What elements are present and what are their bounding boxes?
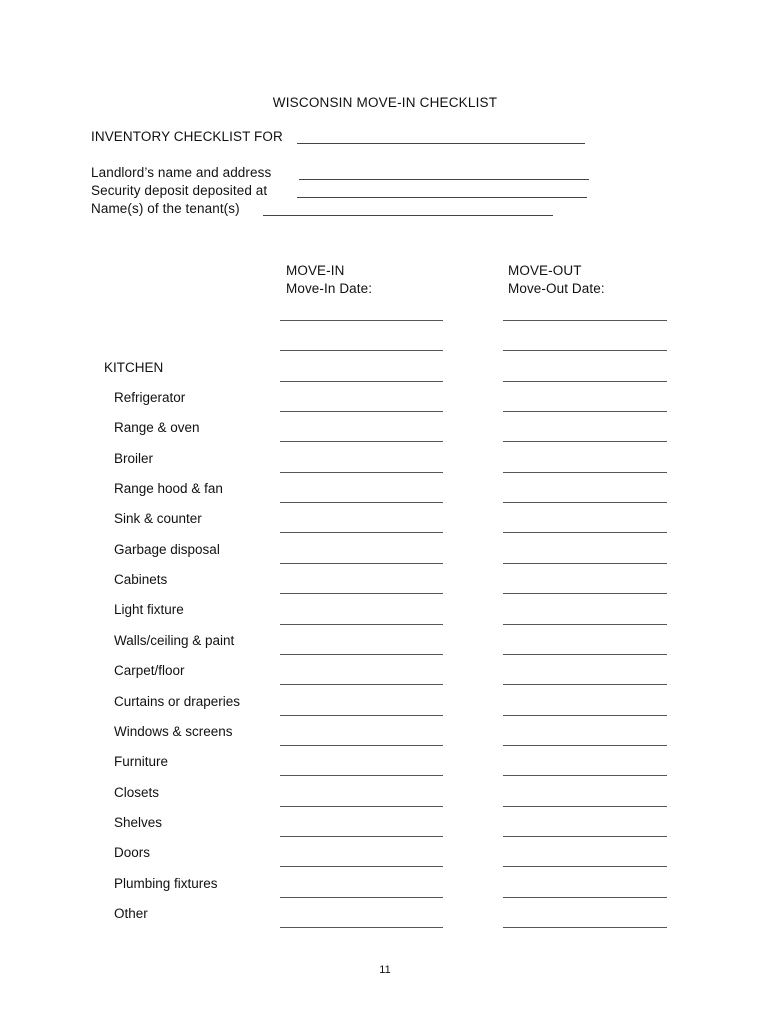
section-heading-kitchen: KITCHEN [104, 360, 164, 375]
move-out-entry-line[interactable] [503, 502, 667, 503]
move-in-entry-line[interactable] [280, 806, 443, 807]
move-in-entry-line[interactable] [280, 472, 443, 473]
move-out-entry-line[interactable] [503, 836, 667, 837]
move-in-entry-line[interactable] [280, 836, 443, 837]
move-out-entry-line[interactable] [503, 654, 667, 655]
move-in-entry-line[interactable] [280, 320, 443, 321]
kitchen-item-label: Cabinets [114, 572, 168, 587]
move-in-entry-line[interactable] [280, 350, 443, 351]
move-in-entry-line[interactable] [280, 502, 443, 503]
move-in-date-label: Move-In Date: [286, 281, 373, 296]
kitchen-item-label: Doors [114, 845, 151, 860]
move-out-date-label: Move-Out Date: [508, 281, 605, 296]
move-out-entry-line[interactable] [503, 472, 667, 473]
move-out-entry-line[interactable] [503, 532, 667, 533]
security-deposit-label: Security deposit deposited at [91, 183, 268, 198]
kitchen-item-label: Range hood & fan [114, 481, 223, 496]
kitchen-item-label: Sink & counter [114, 511, 202, 526]
move-out-entry-line[interactable] [503, 320, 667, 321]
kitchen-item-label: Broiler [114, 451, 154, 466]
move-in-entry-line[interactable] [280, 563, 443, 564]
move-out-entry-line[interactable] [503, 866, 667, 867]
move-in-entry-line[interactable] [280, 654, 443, 655]
move-out-entry-line[interactable] [503, 563, 667, 564]
kitchen-item-label: Shelves [114, 815, 163, 830]
security-deposit-blank[interactable] [297, 197, 587, 198]
landlord-name-label: Landlord’s name and address [91, 165, 272, 180]
move-out-entry-line[interactable] [503, 411, 667, 412]
move-in-entry-line[interactable] [280, 593, 443, 594]
tenant-names-blank[interactable] [263, 215, 553, 216]
inventory-checklist-label: INVENTORY CHECKLIST FOR [91, 129, 283, 144]
kitchen-item-label: Closets [114, 785, 160, 800]
kitchen-item-label: Range & oven [114, 420, 200, 435]
move-in-entry-line[interactable] [280, 866, 443, 867]
move-out-entry-line[interactable] [503, 775, 667, 776]
move-in-entry-line[interactable] [280, 684, 443, 685]
move-out-entry-line[interactable] [503, 624, 667, 625]
move-out-entry-line[interactable] [503, 441, 667, 442]
kitchen-item-label: Carpet/floor [114, 663, 185, 678]
page-number: 11 [379, 964, 391, 976]
move-in-entry-line[interactable] [280, 441, 443, 442]
kitchen-item-label: Other [114, 906, 148, 921]
tenant-names-label: Name(s) of the tenant(s) [91, 201, 240, 216]
move-out-entry-line[interactable] [503, 897, 667, 898]
move-out-entry-line[interactable] [503, 806, 667, 807]
move-out-entry-line[interactable] [503, 593, 667, 594]
move-in-entry-line[interactable] [280, 775, 443, 776]
move-in-entry-line[interactable] [280, 927, 443, 928]
kitchen-item-label: Plumbing fixtures [114, 876, 218, 891]
move-out-entry-line[interactable] [503, 350, 667, 351]
move-in-heading: MOVE-IN [286, 263, 345, 278]
move-out-entry-line[interactable] [503, 715, 667, 716]
kitchen-item-label: Walls/ceiling & paint [114, 633, 235, 648]
move-out-entry-line[interactable] [503, 927, 667, 928]
move-in-entry-line[interactable] [280, 411, 443, 412]
landlord-name-blank[interactable] [299, 179, 589, 180]
inventory-checklist-blank[interactable] [297, 143, 585, 144]
kitchen-item-label: Windows & screens [114, 724, 233, 739]
kitchen-item-label: Garbage disposal [114, 542, 220, 557]
kitchen-item-label: Refrigerator [114, 390, 186, 405]
move-in-entry-line[interactable] [280, 624, 443, 625]
kitchen-item-label: Furniture [114, 754, 169, 769]
move-in-entry-line[interactable] [280, 897, 443, 898]
move-out-entry-line[interactable] [503, 381, 667, 382]
kitchen-item-label: Curtains or draperies [114, 694, 241, 709]
move-in-entry-line[interactable] [280, 532, 443, 533]
move-out-entry-line[interactable] [503, 745, 667, 746]
kitchen-item-label: Light fixture [114, 602, 184, 617]
page-title: WISCONSIN MOVE-IN CHECKLIST [272, 95, 498, 110]
move-out-entry-line[interactable] [503, 684, 667, 685]
move-in-entry-line[interactable] [280, 381, 443, 382]
move-in-entry-line[interactable] [280, 715, 443, 716]
move-in-entry-line[interactable] [280, 745, 443, 746]
move-out-heading: MOVE-OUT [508, 263, 582, 278]
